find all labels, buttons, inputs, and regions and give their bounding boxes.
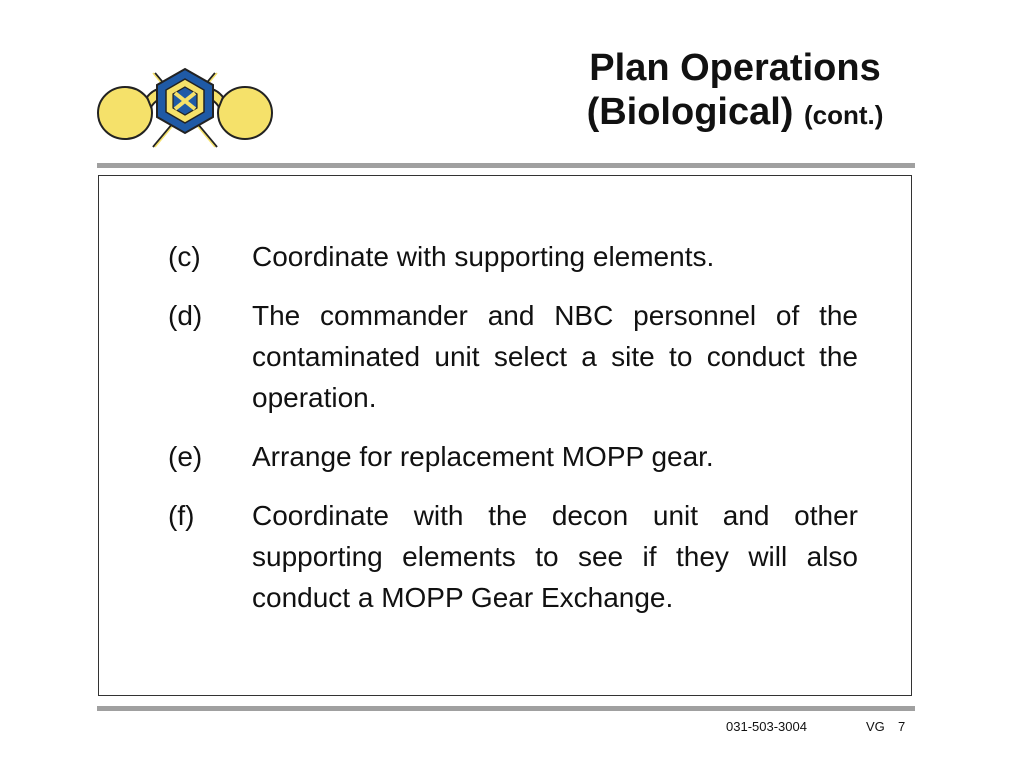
item-text: Coordinate with supporting elements.: [252, 241, 715, 272]
list-item: [168, 236, 858, 277]
footer-label: VG: [866, 719, 885, 734]
title-suffix: (cont.): [804, 100, 884, 130]
item-marker: (f): [168, 500, 195, 531]
list-item: [168, 495, 858, 618]
top-divider: [97, 163, 915, 168]
list-item: [168, 436, 858, 477]
page-title: [540, 46, 930, 137]
item-text: Arrange for replacement MOPP gear.: [252, 441, 714, 472]
item-marker: (c): [168, 241, 201, 272]
item-list: [168, 236, 858, 636]
footer-code: 031-503-3004: [726, 719, 807, 734]
item-text: Coordinate with the decon unit and other supporting elements to see if they will also conduct a MOPP Gear Exchange.: [252, 500, 858, 613]
item-marker: (d): [168, 300, 203, 331]
title-main-2: (Biological): [586, 91, 794, 133]
page-number: 7: [898, 719, 906, 734]
chemical-corps-insignia-icon: [95, 65, 275, 155]
bottom-divider: [97, 706, 915, 711]
title-line-2: [540, 90, 930, 137]
title-line-1: Plan Operations: [589, 47, 881, 89]
item-marker: (e): [168, 441, 203, 472]
item-text: The commander and NBC personnel of the contaminated unit select a site to conduct the operation.: [252, 300, 858, 413]
list-item: [168, 295, 858, 418]
